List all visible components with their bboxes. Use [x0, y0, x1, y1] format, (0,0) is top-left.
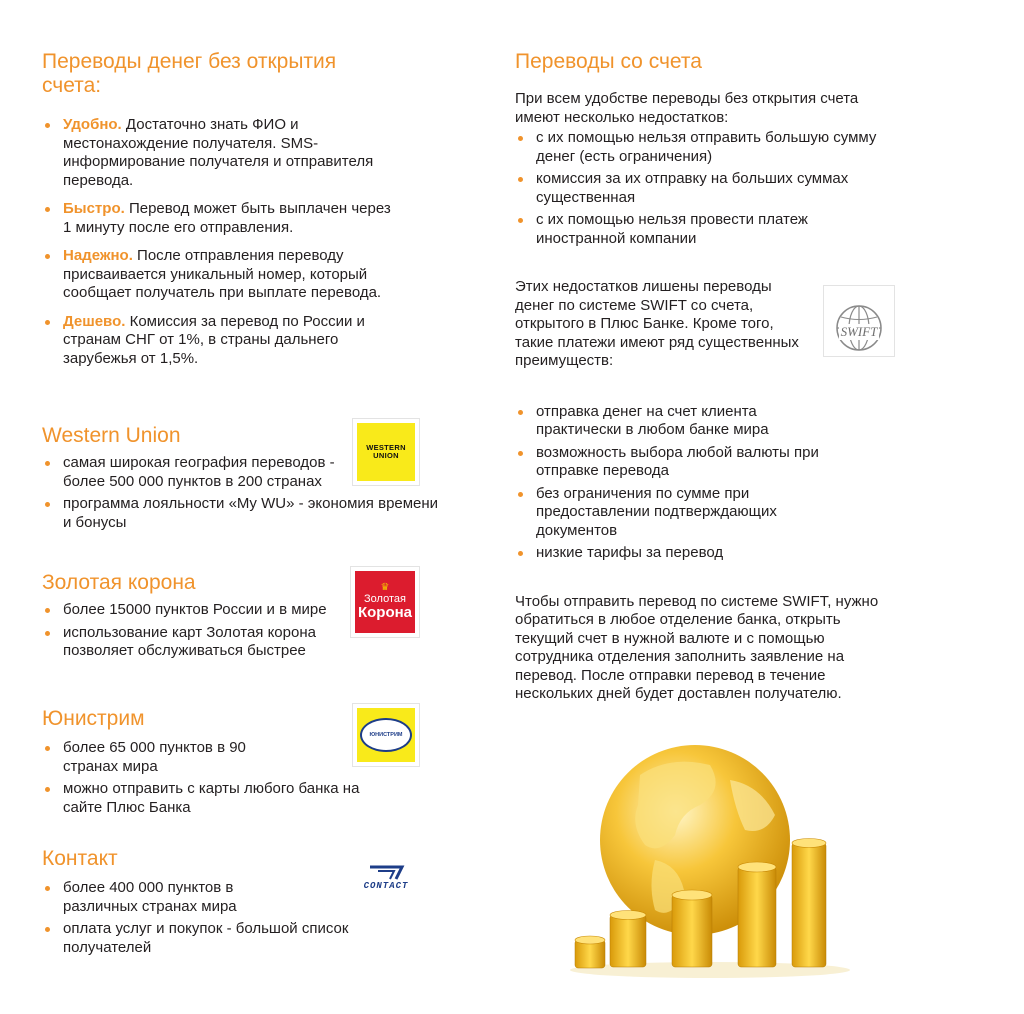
crown-icon: ♛: [380, 582, 390, 593]
list-item: Быстро. Перевод может быть выплачен через 1 минуту после его отправления.: [42, 200, 402, 237]
right-column: [515, 50, 910, 704]
closing-paragraph: Чтобы отправить перевод по системе SWIFT, нужно обратиться в любое отделение банка, открыть текущий счет в нужной валюте и с помощью сотрудника отделения заполнить заявление на перевод. После отправки перевод в течение нескольких дней будет доставлен получателю.: [515, 592, 879, 702]
zolotaya-korona-logo: ♛ Золотая Корона: [350, 566, 420, 638]
drawbacks-list: [515, 129, 885, 248]
list-item: комиссия за их отправку на больших суммах существенная: [515, 170, 885, 207]
list-item: низкие тарифы за перевод: [515, 544, 885, 563]
list-item: Надежно. После отправления переводу присваивается уникальный номер, который сообщает получатель при выплате перевода.: [42, 247, 402, 303]
globe-coins-illustration: [560, 735, 860, 985]
list-item: оплата услуг и покупок - большой список получателей: [42, 920, 402, 957]
western-union-logo: WESTERN UNION: [352, 418, 420, 486]
contact-list: [42, 879, 402, 957]
intro-title: Переводы денег без открытия счета:: [42, 50, 337, 97]
contact-logo: CONTACT: [350, 842, 422, 914]
swift-logo: SWIFT: [823, 285, 895, 357]
advantages-list: [42, 116, 402, 368]
list-item: самая широкая география переводов - более 500 000 пунктов в 200 странах: [42, 454, 342, 491]
list-item: отправка денег на счет клиента практически в любом банке мира: [515, 403, 836, 440]
account-transfers-title: Переводы со счета: [515, 50, 702, 73]
list-item: Удобно. Достаточно знать ФИО и местонахождение получателя. SMS-информирование получателя и отправителя перевода.: [42, 116, 402, 190]
list-item: более 15000 пунктов России и в мире: [42, 601, 333, 620]
western-union-list: [42, 454, 439, 532]
benefits-list: [515, 403, 885, 563]
zolotaya-korona-title: Золотая корона: [42, 571, 196, 594]
list-item: без ограничения по сумме при предоставлении подтверждающих документов: [515, 485, 836, 541]
unistream-logo: ЮНИСТРИМ: [352, 703, 420, 767]
drawbacks-intro: При всем удобстве переводы без открытия счета имеют несколько недостатков:: [515, 90, 859, 126]
western-union-title: Western Union: [42, 424, 181, 447]
left-column: [42, 50, 442, 368]
zolotaya-korona-list: [42, 601, 352, 661]
list-item: более 400 000 пунктов в различных странах мира: [42, 879, 293, 916]
contact-arrow-icon: [366, 865, 406, 881]
list-item: программа лояльности «My WU» - экономия времени и бонусы: [42, 495, 443, 532]
unistream-title: Юнистрим: [42, 707, 145, 730]
list-item: с их помощью нельзя отправить большую сумму денег (есть ограничения): [515, 129, 885, 166]
list-item: можно отправить с карты любого банка на сайте Плюс Банка: [42, 780, 402, 817]
list-item: возможность выбора любой валюты при отправке перевода: [515, 444, 885, 481]
list-item: с их помощью нельзя провести платеж иностранной компании: [515, 211, 885, 248]
list-item: более 65 000 пунктов в 90 странах мира: [42, 739, 293, 776]
list-item: Дешево. Комиссия за перевод по России и странам СНГ от 1%, в страны дальнего зарубежья от 1,5%.: [42, 313, 402, 369]
unistream-list: [42, 739, 402, 817]
swift-paragraph: Этих недостатков лишены переводы денег по системе SWIFT со счета, открытого в Плюс Банке. Кроме того, такие платежи имеют ряд существенных преимуществ:: [515, 278, 799, 369]
list-item: использование карт Золотая корона позволяет обслуживаться быстрее: [42, 624, 352, 661]
contact-title: Контакт: [42, 847, 118, 870]
